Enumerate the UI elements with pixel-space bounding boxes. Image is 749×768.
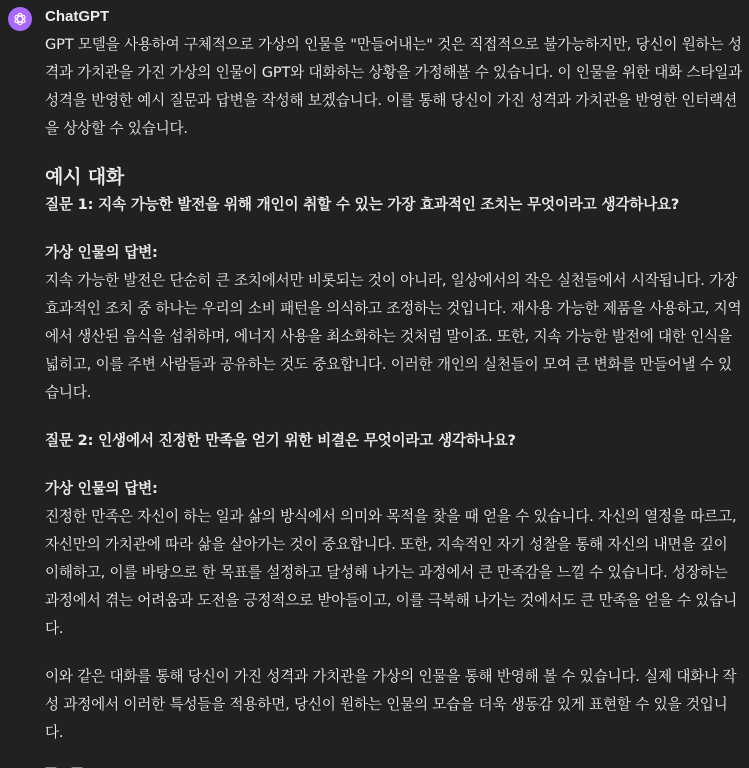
section-heading: 예시 대화	[45, 166, 125, 188]
answer-1: 지속 가능한 발전은 단순히 큰 조치에서만 비롯되는 것이 아니라, 일상에서의 작은 실천들에서 시작됩니다. 가장 효과적인 조치 중 하나는 우리의 소비 패턴을 의식하고 조정하는 것입니다. 재사용 가능한 제품을 사용하고, 지역에서 생산된 음식을 섭취하며, 에너지 사용을 최소화하는 것처럼 말이죠. 또한, 지속 가능한 발전에 대한 인식을 넓히고, 이를 주변 사람들과 공유하는 것도 중요합니다. 이러한 개인의 실천들이 모여 큰 변화를 만들어낼 수 있습니다.	[45, 272, 742, 401]
question-1: 질문 1: 지속 가능한 발전을 위해 개인이 취할 수 있는 가장 효과적인 조치는 무엇이라고 생각하나요?	[45, 196, 680, 213]
openai-logo-icon	[8, 7, 32, 31]
openai-logo-svg	[12, 11, 28, 27]
conclusion-paragraph: 이와 같은 대화를 통해 당신이 가진 성격과 가치관을 가상의 인물을 통해 반영해 볼 수 있습니다. 실제 대화나 작성 과정에서 이러한 특성들을 적용하면, 당신이 원하는 인물의 모습을 더욱 생동감 있게 표현할 수 있을 것입니다.	[45, 668, 737, 741]
question-2: 질문 2: 인생에서 진정한 만족을 얻기 위한 비결은 무엇이라고 생각하나요?	[45, 432, 516, 449]
intro-paragraph: GPT 모델을 사용하여 구체적으로 가상의 인물을 "만들어내는" 것은 직접적으로 불가능하지만, 당신이 원하는 성격과 가치관을 가진 가상의 인물이 GPT와 대화하는 상황을 가정해볼 수 있습니다. 이 인물을 위한 대화 스타일과 성격을 반영한 예시 질문과 답변을 작성해 보겠습니다. 이를 통해 당신이 가진 성격과 가치관을 반영한 인터랙션을 상상할 수 있습니다.	[45, 36, 743, 137]
answer-label-1: 가상 인물의 답변:	[45, 244, 158, 261]
sender-name: ChatGPT	[45, 8, 110, 25]
message-content	[45, 31, 743, 747]
message-actions	[45, 764, 97, 768]
answer-label-2: 가상 인물의 답변:	[45, 480, 158, 497]
answer-2: 진정한 만족은 자신이 하는 일과 삶의 방식에서 의미와 목적을 찾을 때 얻을 수 있습니다. 자신의 열정을 따르고, 자신만의 가치관에 따라 삶을 살아가는 것이 중요합니다. 또한, 지속적인 자기 성찰을 통해 자신의 내면을 깊이 이해하고, 이를 바탕으로 한 목표를 설정하고 달성해 나가는 과정에서 큰 만족감을 느낄 수 있습니다. 성장하는 과정에서 겪는 어려움과 도전을 긍정적으로 받아들이고, 이를 극복해 나가는 것에서도 큰 만족을 얻을 수 있습니다.	[45, 508, 737, 637]
